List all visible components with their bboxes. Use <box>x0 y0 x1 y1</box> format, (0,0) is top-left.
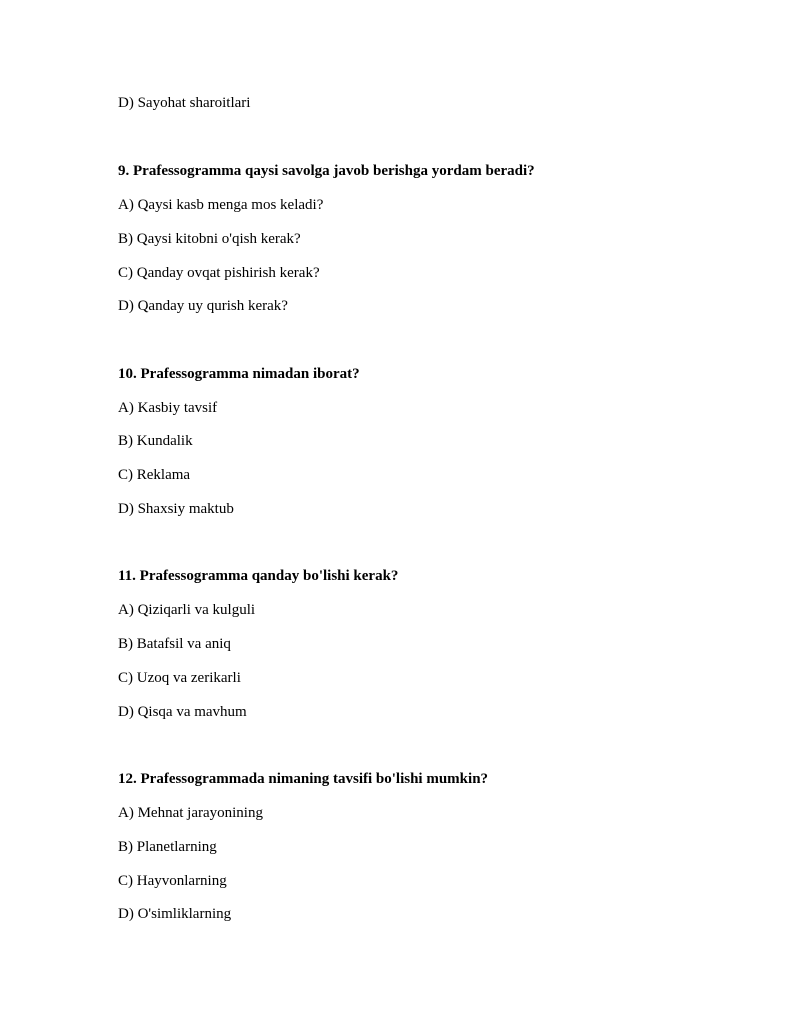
question-10: 10. Prafessogramma nimadan iborat? <box>118 366 360 382</box>
question-10-option-b: B) Kundalik <box>118 433 193 449</box>
option-d-previous-question: D) Sayohat sharoitlari <box>118 95 251 111</box>
question-9: 9. Prafessogramma qaysi savolga javob berishga yordam beradi? <box>118 163 535 179</box>
question-10-option-c: C) Reklama <box>118 467 191 483</box>
question-12-option-c: C) Hayvonlarning <box>118 873 227 889</box>
question-12-option-a: A) Mehnat jarayonining <box>118 805 263 821</box>
question-10-option-a: A) Kasbiy tavsif <box>118 400 218 416</box>
question-12-option-d: D) O'simliklarning <box>118 906 232 922</box>
question-11: 11. Prafessogramma qanday bo'lishi kerak? <box>118 568 399 584</box>
question-11-option-c: C) Uzoq va zerikarli <box>118 670 241 686</box>
question-11-option-a: A) Qiziqarli va kulguli <box>118 602 256 618</box>
question-9-option-c: C) Qanday ovqat pishirish kerak? <box>118 265 320 281</box>
question-9-option-a: A) Qaysi kasb menga mos keladi? <box>118 197 324 213</box>
question-12: 12. Prafessogrammada nimaning tavsifi bo'lishi mumkin? <box>118 771 489 787</box>
question-11-option-b: B) Batafsil va aniq <box>118 636 231 652</box>
question-12-option-b: B) Planetlarning <box>118 839 217 855</box>
question-10-option-d: D) Shaxsiy maktub <box>118 501 234 517</box>
question-9-option-d: D) Qanday uy qurish kerak? <box>118 298 288 314</box>
question-11-option-d: D) Qisqa va mavhum <box>118 704 247 720</box>
question-9-option-b: B) Qaysi kitobni o'qish kerak? <box>118 231 301 247</box>
